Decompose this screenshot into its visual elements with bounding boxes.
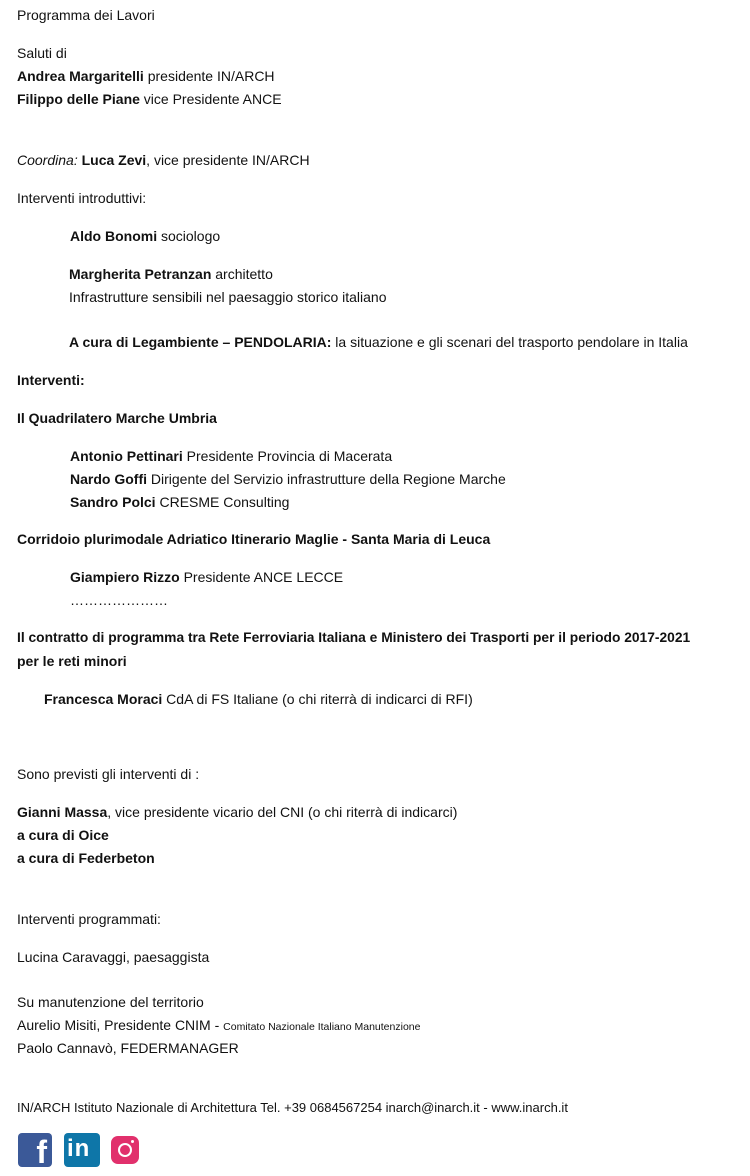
speaker-line <box>70 227 220 245</box>
coordinator-label: Coordina: <box>17 152 78 168</box>
person-role: sociologo <box>157 228 221 244</box>
programmati-heading: Interventi programmati: <box>17 911 161 927</box>
speaker-line <box>70 493 289 511</box>
speaker-org: a cura di Oice <box>17 827 109 843</box>
person-role: CRESME Consulting <box>155 494 290 510</box>
section-title-cont: per le reti minori <box>17 653 127 669</box>
person-name: Sandro Polci <box>70 494 156 510</box>
person-role: CdA di FS Italiane (o chi riterrà di indicarci di RFI) <box>162 691 473 707</box>
person-name: Francesca Moraci <box>44 691 163 707</box>
person-name: Margherita Petranzan <box>69 266 212 282</box>
person-name: Antonio Pettinari <box>70 448 183 464</box>
coordinator-line <box>17 151 310 169</box>
speaker-topic: Infrastrutture sensibili nel paesaggio storico italiano <box>69 289 387 305</box>
speaker-line <box>70 568 343 586</box>
section-title: Il Quadrilatero Marche Umbria <box>17 410 217 426</box>
greeting-line-2 <box>17 90 282 108</box>
topic-line: Su manutenzione del territorio <box>17 994 204 1010</box>
speaker-line <box>69 333 688 351</box>
greeting-line-1 <box>17 67 275 85</box>
speaker-line <box>17 1016 420 1036</box>
greetings-label: Saluti di <box>17 45 67 61</box>
person-name: Luca Zevi <box>77 152 147 168</box>
person-name: Nardo Goffi <box>70 471 147 487</box>
person-role: architetto <box>211 266 273 282</box>
speaker-org: a cura di Federbeton <box>17 850 155 866</box>
person-name: Gianni Massa <box>17 804 108 820</box>
speaker-line <box>44 690 473 708</box>
speaker-line <box>70 447 392 465</box>
person-role: Presidente Provincia di Macerata <box>182 448 393 464</box>
previsti-heading: Sono previsti gli interventi di : <box>17 766 200 782</box>
speaker-org-small: Comitato Nazionale Italiano Manutenzione <box>223 1021 421 1033</box>
footer-contact: IN/ARCH Istituto Nazionale di Architettura Tel. +39 0684567254 inarch@inarch.it - www.inarch.it <box>17 1100 568 1115</box>
person-name: Andrea Margaritelli <box>17 68 144 84</box>
linkedin-glyph: in <box>67 1135 91 1162</box>
speaker-line: Paolo Cannavò, FEDERMANAGER <box>17 1040 239 1056</box>
instagram-icon[interactable] <box>111 1136 139 1164</box>
person-role: Presidente ANCE LECCE <box>179 569 344 585</box>
instagram-dot <box>131 1140 134 1143</box>
instagram-lens <box>118 1143 132 1157</box>
person-name: Aldo Bonomi <box>70 228 158 244</box>
person-name: Giampiero Rizzo <box>70 569 180 585</box>
person-role: , vice presidente vicario del CNI (o chi riterrà di indicarci) <box>107 804 458 820</box>
speaker-line <box>70 470 506 488</box>
section-title: Il contratto di programma tra Rete Ferroviaria Italiana e Ministero dei Trasporti per il periodo 2017-2021 <box>17 630 691 645</box>
speaker-org: A cura di Legambiente – PENDOLARIA: <box>69 334 332 350</box>
placeholder-dots: ………………… <box>70 592 168 608</box>
person-name: Filippo delle Piane <box>17 91 140 107</box>
speaker-main: Aurelio Misiti, Presidente CNIM - <box>17 1017 224 1033</box>
person-role: Dirigente del Servizio infrastrutture della Regione Marche <box>147 471 506 487</box>
intro-heading: Interventi introduttivi: <box>17 190 147 206</box>
speaker-line <box>69 265 273 283</box>
speaker-line <box>17 803 457 821</box>
person-role: , vice presidente IN/ARCH <box>146 152 310 168</box>
linkedin-icon[interactable] <box>64 1133 100 1167</box>
person-role: presidente IN/ARCH <box>143 68 275 84</box>
facebook-icon[interactable] <box>18 1133 52 1170</box>
speaker-topic: la situazione e gli scenari del trasporto pendolare in Italia <box>331 334 688 350</box>
section-title: Corridoio plurimodale Adriatico Itinerario Maglie - Santa Maria di Leuca <box>17 531 491 547</box>
facebook-glyph: f <box>36 1134 47 1170</box>
interventi-heading: Interventi: <box>17 372 85 388</box>
page-title: Programma dei Lavori <box>17 7 155 23</box>
speaker-line: Lucina Caravaggi, paesaggista <box>17 949 210 965</box>
person-role: vice Presidente ANCE <box>139 91 282 107</box>
